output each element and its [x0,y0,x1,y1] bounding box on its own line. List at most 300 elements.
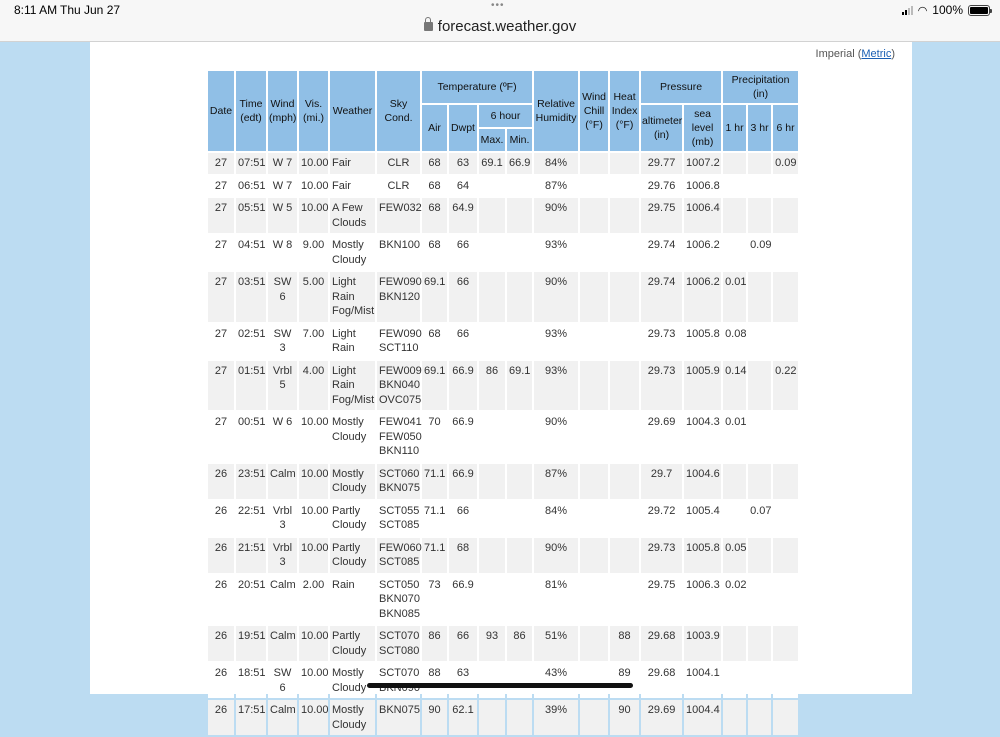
header-sea-level: sea level (mb) [684,105,721,151]
cell-air: 73 [422,575,447,625]
cell-line: Cloudy [332,519,367,531]
cell-visibility: 5.00 [299,272,328,322]
cell-min: 69.1 [507,361,532,411]
cell-sea-level: 1006.4 [684,198,721,233]
cell-heat-index: 89 [610,663,639,698]
cell-weather [330,176,375,197]
cell-date: 27 [208,176,234,197]
cell-precip-3hr [748,412,771,462]
cell-weather [330,235,375,270]
cell-date: 27 [208,272,234,322]
cell-min [507,464,532,499]
cell-line: Fog/Mist [332,393,375,406]
cell-relative-humidity: 51% [534,626,578,661]
cell-line: SCT050 [379,578,420,591]
header-visibility: Vis. (mi.) [299,71,328,151]
cell-air: 69.1 [422,361,447,411]
cell-precip-6hr [773,575,798,625]
cell-heat-index [610,176,639,197]
cell-min [507,663,532,698]
cell-line: SCT110 [379,342,419,354]
cell-line: SCT085 [379,556,420,568]
cell-line: Cloudy [332,556,367,568]
cell-dewpoint: 66.9 [449,412,477,462]
header-sky-condition: Sky Cond. [377,71,420,151]
cell-time: 17:51 [236,700,266,735]
cell-precip-1hr [723,501,746,536]
header-relative-humidity: Relative Humidity [534,71,578,151]
cell-min: 66.9 [507,153,532,174]
cell-precip-6hr [773,663,798,698]
cell-air: 68 [422,176,447,197]
cell-precip-6hr [773,501,798,536]
cell-line: Cloudy [332,430,367,443]
cell-sky-condition [377,272,420,322]
cell-line: Light [332,276,356,288]
cell-heat-index: 88 [610,626,639,661]
cell-visibility: 10.00 [299,663,328,698]
cell-wind: W 5 [268,198,297,233]
cell-precip-6hr [773,700,798,735]
cell-air: 90 [422,700,447,735]
cell-line: BKN075 [379,704,420,716]
cell-relative-humidity: 87% [534,176,578,197]
cell-wind-chill [580,235,608,270]
header-min: Min. [507,129,532,151]
cell-line: FEW041 [379,416,422,428]
cell-visibility: 10.00 [299,626,328,661]
cell-max [479,700,505,735]
cell-sea-level: 1006.3 [684,575,721,625]
cell-line: CLR [387,179,410,192]
cell-weather [330,575,375,625]
cell-sky-condition [377,538,420,573]
cell-wind-chill [580,538,608,573]
cell-weather [330,272,375,322]
cell-line: Partly [332,630,361,642]
header-pressure: Pressure [641,71,721,103]
cell-precip-6hr [773,198,798,233]
cell-min [507,176,532,197]
cell-dewpoint: 68 [449,538,477,573]
cell-sky-condition [377,324,420,359]
cell-sky-condition [377,361,420,411]
cell-time: 00:51 [236,412,266,462]
cell-precip-3hr: 0.07 [748,501,771,536]
cell-weather [330,153,375,174]
cell-precip-1hr: 0.08 [723,324,746,359]
cell-wind-chill [580,176,608,197]
cell-weather [330,464,375,499]
cell-min [507,235,532,270]
cell-air: 68 [422,198,447,233]
cell-weather [330,663,375,698]
cell-line: Mostly [332,667,364,679]
table-row [208,176,798,197]
cell-precip-1hr: 0.02 [723,575,746,625]
header-weather: Weather [330,71,375,151]
table-row [208,198,798,233]
cell-sea-level: 1003.9 [684,626,721,661]
cell-wind: W 8 [268,235,297,270]
header-time: Time (edt) [236,71,266,151]
cell-wind-chill [580,663,608,698]
header-air: Air [422,105,447,151]
cell-date: 26 [208,700,234,735]
cell-line: SCT055 [379,504,420,517]
table-row [208,464,798,499]
cell-wind-chill [580,626,608,661]
cell-max [479,501,505,536]
cell-altimeter: 29.68 [641,663,682,698]
cell-min [507,575,532,625]
cell-precip-3hr [748,626,771,661]
cell-time: 20:51 [236,575,266,625]
cell-sea-level: 1006.8 [684,176,721,197]
cell-line: Rain [332,342,355,354]
cell-time: 23:51 [236,464,266,499]
metric-link[interactable]: Metric [861,48,892,60]
cell-altimeter: 29.69 [641,412,682,462]
table-row [208,700,798,735]
cell-time: 06:51 [236,176,266,197]
cell-line: Mostly [332,239,364,251]
cell-line: FEW060 [379,541,422,554]
cell-time: 18:51 [236,663,266,698]
cell-line: Partly [332,504,361,517]
cell-wind: Vrbl 3 [268,538,297,573]
cell-sea-level: 1005.8 [684,324,721,359]
cell-wind-chill [580,412,608,462]
cell-sky-condition [377,153,420,174]
cell-line: Partly [332,541,361,554]
cell-line: Fair [332,157,351,169]
cell-line: FEW032 [379,202,422,214]
lock-icon [424,22,433,31]
cell-precip-1hr [723,700,746,735]
cell-precip-6hr [773,235,798,270]
cell-line: Clouds [332,216,367,229]
cell-visibility: 10.00 [299,153,328,174]
cell-dewpoint: 64 [449,176,477,197]
cell-wind-chill [580,324,608,359]
cell-precip-1hr [723,464,746,499]
cell-precip-1hr [723,198,746,233]
table-row [208,663,798,698]
cell-time: 04:51 [236,235,266,270]
cell-relative-humidity: 87% [534,464,578,499]
cell-min [507,412,532,462]
cell-air: 68 [422,153,447,174]
cell-visibility: 10.00 [299,412,328,462]
cell-heat-index [610,538,639,573]
header-altimeter: altimeter (in) [641,105,682,151]
cell-sky-condition [377,575,420,625]
cell-air: 71.1 [422,538,447,573]
cell-dewpoint: 63 [449,153,477,174]
battery-percent: 100% [932,3,963,17]
cell-line: SCT070 [379,667,420,679]
table-row [208,324,798,359]
cell-min [507,198,532,233]
cell-min: 86 [507,626,532,661]
cell-line: CLR [387,157,410,169]
cell-line: BKN120 [379,290,420,303]
cell-precip-3hr [748,198,771,233]
cell-relative-humidity: 90% [534,412,578,462]
cell-heat-index [610,272,639,322]
cell-relative-humidity: 90% [534,272,578,322]
cell-precip-3hr [748,324,771,359]
header-date: Date [208,71,234,151]
cell-wind: Calm [268,700,297,735]
cell-max [479,176,505,197]
cell-dewpoint: 64.9 [449,198,477,233]
cell-weather [330,198,375,233]
cell-precip-1hr: 0.14 [723,361,746,411]
cell-precip-6hr: 0.22 [773,361,798,411]
cell-precip-3hr [748,464,771,499]
cell-wind-chill [580,198,608,233]
cell-min [507,538,532,573]
cell-precip-1hr: 0.01 [723,412,746,462]
cell-visibility: 10.00 [299,176,328,197]
header-max: Max. [479,129,505,151]
cell-wind-chill [580,575,608,625]
cell-weather [330,324,375,359]
header-precip-6hr: 6 hr [773,105,798,151]
cell-sky-condition [377,198,420,233]
cell-date: 27 [208,198,234,233]
header-wind: Wind (mph) [268,71,297,151]
cell-altimeter: 29.68 [641,626,682,661]
cell-max [479,198,505,233]
cell-wind: Calm [268,575,297,625]
cell-sea-level: 1005.4 [684,501,721,536]
cell-wind: Calm [268,464,297,499]
cell-max: 86 [479,361,505,411]
cell-visibility: 9.00 [299,235,328,270]
cell-wind: Vrbl 3 [268,501,297,536]
cell-heat-index [610,575,639,625]
cell-visibility: 10.00 [299,501,328,536]
cell-precip-1hr [723,626,746,661]
cell-sea-level: 1006.2 [684,235,721,270]
header-dewpoint: Dwpt [449,105,477,151]
cell-sea-level: 1005.8 [684,538,721,573]
table-row [208,501,798,536]
cell-altimeter: 29.76 [641,176,682,197]
cell-precip-3hr [748,538,771,573]
cell-wind-chill [580,361,608,411]
cell-heat-index [610,235,639,270]
cell-date: 26 [208,626,234,661]
table-row [208,153,798,174]
cell-relative-humidity: 84% [534,153,578,174]
cell-air: 71.1 [422,464,447,499]
cell-dewpoint: 66.9 [449,361,477,411]
url-text: forecast.weather.gov [437,18,577,35]
cell-visibility: 2.00 [299,575,328,625]
cell-time: 01:51 [236,361,266,411]
cell-line: FEW090 [379,327,422,340]
header-six-hour: 6 hour [479,105,532,127]
cell-wind-chill [580,153,608,174]
cell-altimeter: 29.72 [641,501,682,536]
cell-dewpoint: 63 [449,663,477,698]
cell-line: Rain [332,578,355,591]
cell-sky-condition [377,464,420,499]
cell-precip-3hr [748,176,771,197]
cell-precip-6hr [773,538,798,573]
cell-sky-condition [377,235,420,270]
cell-precip-6hr [773,176,798,197]
cell-precip-3hr [748,700,771,735]
cell-precip-6hr [773,324,798,359]
cell-date: 27 [208,412,234,462]
cell-precip-6hr: 0.09 [773,153,798,174]
cell-line: Mostly [332,467,364,480]
cell-wind: SW 6 [268,663,297,698]
cell-wind-chill [580,272,608,322]
cell-dewpoint: 66.9 [449,464,477,499]
cell-relative-humidity: 93% [534,361,578,411]
cell-line: SCT080 [379,644,420,657]
imperial-label: Imperial ( [815,48,862,60]
cell-altimeter: 29.73 [641,324,682,359]
cell-wind: SW 6 [268,272,297,322]
cell-line: Light [332,327,356,340]
header-precipitation: Precipitation (in) [723,71,798,103]
cell-wind: W 6 [268,412,297,462]
cell-sky-condition [377,626,420,661]
cell-date: 27 [208,235,234,270]
cell-altimeter: 29.7 [641,464,682,499]
cell-air: 68 [422,235,447,270]
cell-dewpoint: 66 [449,501,477,536]
wifi-icon: ◠ [917,4,928,17]
cell-dewpoint: 62.1 [449,700,477,735]
cell-max: 69.1 [479,153,505,174]
status-time: 8:11 AM [14,3,58,17]
cell-weather [330,501,375,536]
cell-altimeter: 29.75 [641,575,682,625]
table-body [208,153,798,735]
cell-heat-index [610,464,639,499]
cell-line: Cloudy [332,718,367,731]
cell-weather [330,412,375,462]
cell-precip-3hr: 0.09 [748,235,771,270]
cell-sea-level: 1005.9 [684,361,721,411]
cell-min [507,501,532,536]
header-precip-1hr: 1 hr [723,105,746,151]
cell-line: OVC075 [379,393,422,406]
cell-sea-level: 1007.2 [684,153,721,174]
cell-weather [330,361,375,411]
cell-altimeter: 29.73 [641,361,682,411]
address-bar[interactable] [0,18,1000,35]
cell-precip-6hr [773,412,798,462]
cell-max [479,272,505,322]
cell-precip-6hr [773,272,798,322]
multitasking-dots-icon[interactable]: ••• [491,0,505,11]
cell-air: 71.1 [422,501,447,536]
cell-line: BKN040 [379,379,420,391]
cell-heat-index [610,501,639,536]
cell-line: FEW090 [379,276,422,288]
cell-time: 02:51 [236,324,266,359]
status-indicators [902,3,990,17]
cell-date: 26 [208,663,234,698]
cell-air: 86 [422,626,447,661]
cell-date: 26 [208,575,234,625]
cell-heat-index: 90 [610,700,639,735]
home-indicator[interactable] [367,683,633,688]
cell-max [479,663,505,698]
cell-max [479,235,505,270]
cell-precip-1hr: 0.05 [723,538,746,573]
cell-sea-level: 1004.1 [684,663,721,698]
cell-relative-humidity: 93% [534,235,578,270]
cell-precip-1hr [723,235,746,270]
cell-date: 27 [208,361,234,411]
battery-icon [968,5,990,16]
cell-time: 22:51 [236,501,266,536]
cell-line: Cloudy [332,482,367,494]
cell-line: BKN085 [379,607,420,620]
cell-line: SCT085 [379,519,420,531]
cell-altimeter: 29.74 [641,272,682,322]
cell-line: Fair [332,179,351,192]
cell-sea-level: 1004.4 [684,700,721,735]
cell-wind: W 7 [268,153,297,174]
unit-switch: Imperial (Metric) [815,48,895,60]
cell-date: 26 [208,464,234,499]
cell-max [479,575,505,625]
table-row [208,361,798,411]
cell-line: Rain [332,290,355,303]
cell-sea-level: 1006.2 [684,272,721,322]
cell-max [479,324,505,359]
cell-visibility: 10.00 [299,198,328,233]
cell-visibility: 7.00 [299,324,328,359]
cell-line: Cloudy [332,253,367,266]
cell-precip-3hr [748,153,771,174]
cell-line: Light [332,364,356,377]
cell-altimeter: 29.73 [641,538,682,573]
cell-relative-humidity: 90% [534,198,578,233]
observations-table [206,69,800,737]
cell-min [507,272,532,322]
cell-altimeter: 29.74 [641,235,682,270]
cell-heat-index [610,153,639,174]
cell-sea-level: 1004.6 [684,464,721,499]
header-wind-chill: Wind Chill (°F) [580,71,608,151]
cell-heat-index [610,361,639,411]
cell-time: 07:51 [236,153,266,174]
ios-status-bar [0,0,1000,42]
cell-line: FEW050 [379,430,422,443]
cell-precip-1hr: 0.01 [723,272,746,322]
cell-dewpoint: 66.9 [449,575,477,625]
cell-weather [330,538,375,573]
cell-air: 88 [422,663,447,698]
cell-air: 69.1 [422,272,447,322]
cellular-signal-icon [902,6,913,15]
cell-heat-index [610,198,639,233]
cell-wind: Calm [268,626,297,661]
cell-precip-1hr [723,153,746,174]
